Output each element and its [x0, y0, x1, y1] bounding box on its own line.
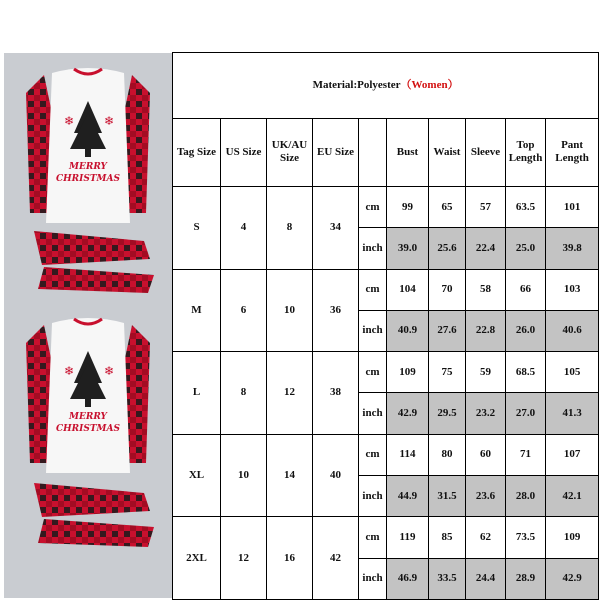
header-waist: Waist — [429, 118, 466, 186]
cm-pant-length-cell: 107 — [546, 434, 599, 475]
inch-waist-cell: 31.5 — [429, 476, 466, 517]
eu-size-cell: 36 — [313, 269, 359, 352]
tag-size-cell: S — [173, 186, 221, 269]
cm-waist-cell: 70 — [429, 269, 466, 310]
unit-inch-cell: inch — [359, 393, 387, 434]
cm-top-length-cell: 73.5 — [506, 517, 546, 558]
header-uk-au-size: UK/AU Size — [267, 118, 313, 186]
header-row — [173, 118, 599, 186]
unit-cm-cell: cm — [359, 186, 387, 227]
inch-top-length-cell: 28.9 — [506, 558, 546, 599]
inch-waist-cell: 33.5 — [429, 558, 466, 599]
inch-top-length-cell: 25.0 — [506, 228, 546, 269]
unit-inch-cell: inch — [359, 476, 387, 517]
unit-cm-cell: cm — [359, 352, 387, 393]
inch-top-length-cell: 27.0 — [506, 393, 546, 434]
uk-au-size-cell: 16 — [267, 517, 313, 600]
tag-size-cell: M — [173, 269, 221, 352]
unit-cm-cell: cm — [359, 434, 387, 475]
table-row — [173, 269, 599, 310]
us-size-cell: 12 — [221, 517, 267, 600]
unit-cm-cell: cm — [359, 269, 387, 310]
us-size-cell: 4 — [221, 186, 267, 269]
inch-pant-length-cell: 42.1 — [546, 476, 599, 517]
tag-size-cell: XL — [173, 434, 221, 517]
size-chart-table — [172, 52, 599, 600]
cm-bust-cell: 114 — [387, 434, 429, 475]
inch-bust-cell: 46.9 — [387, 558, 429, 599]
pajama-set-2 — [26, 318, 154, 547]
us-size-cell: 8 — [221, 352, 267, 435]
svg-text:❄: ❄ — [104, 364, 115, 378]
svg-text:❄: ❄ — [104, 114, 115, 128]
inch-bust-cell: 44.9 — [387, 476, 429, 517]
inch-waist-cell: 27.6 — [429, 310, 466, 351]
cm-top-length-cell: 63.5 — [506, 186, 546, 227]
unit-inch-cell: inch — [359, 558, 387, 599]
header-sleeve: Sleeve — [466, 118, 506, 186]
title-material: Material:Polyester — [312, 78, 401, 91]
uk-au-size-cell: 8 — [267, 186, 313, 269]
cm-bust-cell: 104 — [387, 269, 429, 310]
inch-bust-cell: 40.9 — [387, 310, 429, 351]
eu-size-cell: 38 — [313, 352, 359, 435]
header-us-size: US Size — [221, 118, 267, 186]
inch-pant-length-cell: 42.9 — [546, 558, 599, 599]
title-gender: （Women） — [400, 78, 459, 91]
unit-inch-cell: inch — [359, 310, 387, 351]
header-bust: Bust — [387, 118, 429, 186]
cm-sleeve-cell: 58 — [466, 269, 506, 310]
table-row — [173, 434, 599, 475]
cm-sleeve-cell: 60 — [466, 434, 506, 475]
header-eu-size: EU Size — [313, 118, 359, 186]
inch-sleeve-cell: 22.4 — [466, 228, 506, 269]
header-tag-size: Tag Size — [173, 118, 221, 186]
inch-bust-cell: 42.9 — [387, 393, 429, 434]
cm-sleeve-cell: 57 — [466, 186, 506, 227]
inch-waist-cell: 29.5 — [429, 393, 466, 434]
header-top-length: Top Length — [506, 118, 546, 186]
cm-bust-cell: 99 — [387, 186, 429, 227]
header-pant-length: Pant Length — [546, 118, 599, 186]
cm-pant-length-cell: 109 — [546, 517, 599, 558]
tag-size-cell: L — [173, 352, 221, 435]
cm-sleeve-cell: 59 — [466, 352, 506, 393]
cm-top-length-cell: 66 — [506, 269, 546, 310]
table-row — [173, 517, 599, 558]
cm-pant-length-cell: 105 — [546, 352, 599, 393]
inch-sleeve-cell: 24.4 — [466, 558, 506, 599]
cm-top-length-cell: 68.5 — [506, 352, 546, 393]
pajama-illustration — [4, 53, 172, 598]
unit-inch-cell: inch — [359, 228, 387, 269]
cm-sleeve-cell: 62 — [466, 517, 506, 558]
inch-sleeve-cell: 23.6 — [466, 476, 506, 517]
inch-pant-length-cell: 41.3 — [546, 393, 599, 434]
inch-sleeve-cell: 23.2 — [466, 393, 506, 434]
inch-pant-length-cell: 40.6 — [546, 310, 599, 351]
cm-bust-cell: 109 — [387, 352, 429, 393]
cm-top-length-cell: 71 — [506, 434, 546, 475]
shirt-text-merry-2: MERRY — [69, 412, 107, 422]
uk-au-size-cell: 14 — [267, 434, 313, 517]
cm-waist-cell: 80 — [429, 434, 466, 475]
inch-waist-cell: 25.6 — [429, 228, 466, 269]
cm-waist-cell: 65 — [429, 186, 466, 227]
uk-au-size-cell: 12 — [267, 352, 313, 435]
svg-text:❄: ❄ — [64, 364, 75, 378]
eu-size-cell: 40 — [313, 434, 359, 517]
us-size-cell: 6 — [221, 269, 267, 352]
shirt-text-merry: MERRY — [69, 162, 107, 172]
uk-au-size-cell: 10 — [267, 269, 313, 352]
table-row — [173, 352, 599, 393]
eu-size-cell: 34 — [313, 186, 359, 269]
table-title — [173, 53, 599, 119]
cm-bust-cell: 119 — [387, 517, 429, 558]
unit-cm-cell: cm — [359, 517, 387, 558]
inch-top-length-cell: 26.0 — [506, 310, 546, 351]
eu-size-cell: 42 — [313, 517, 359, 600]
inch-pant-length-cell: 39.8 — [546, 228, 599, 269]
product-photo-panel — [4, 53, 172, 598]
cm-pant-length-cell: 103 — [546, 269, 599, 310]
tag-size-cell: 2XL — [173, 517, 221, 600]
table-row — [173, 186, 599, 227]
inch-sleeve-cell: 22.8 — [466, 310, 506, 351]
us-size-cell: 10 — [221, 434, 267, 517]
pajama-set-1 — [26, 68, 154, 293]
header-unit — [359, 118, 387, 186]
shirt-text-christmas: CHRISTMAS — [56, 174, 120, 184]
inch-top-length-cell: 28.0 — [506, 476, 546, 517]
inch-bust-cell: 39.0 — [387, 228, 429, 269]
cm-waist-cell: 85 — [429, 517, 466, 558]
cm-pant-length-cell: 101 — [546, 186, 599, 227]
cm-waist-cell: 75 — [429, 352, 466, 393]
svg-text:❄: ❄ — [64, 114, 75, 128]
shirt-text-christmas-2: CHRISTMAS — [56, 424, 120, 434]
